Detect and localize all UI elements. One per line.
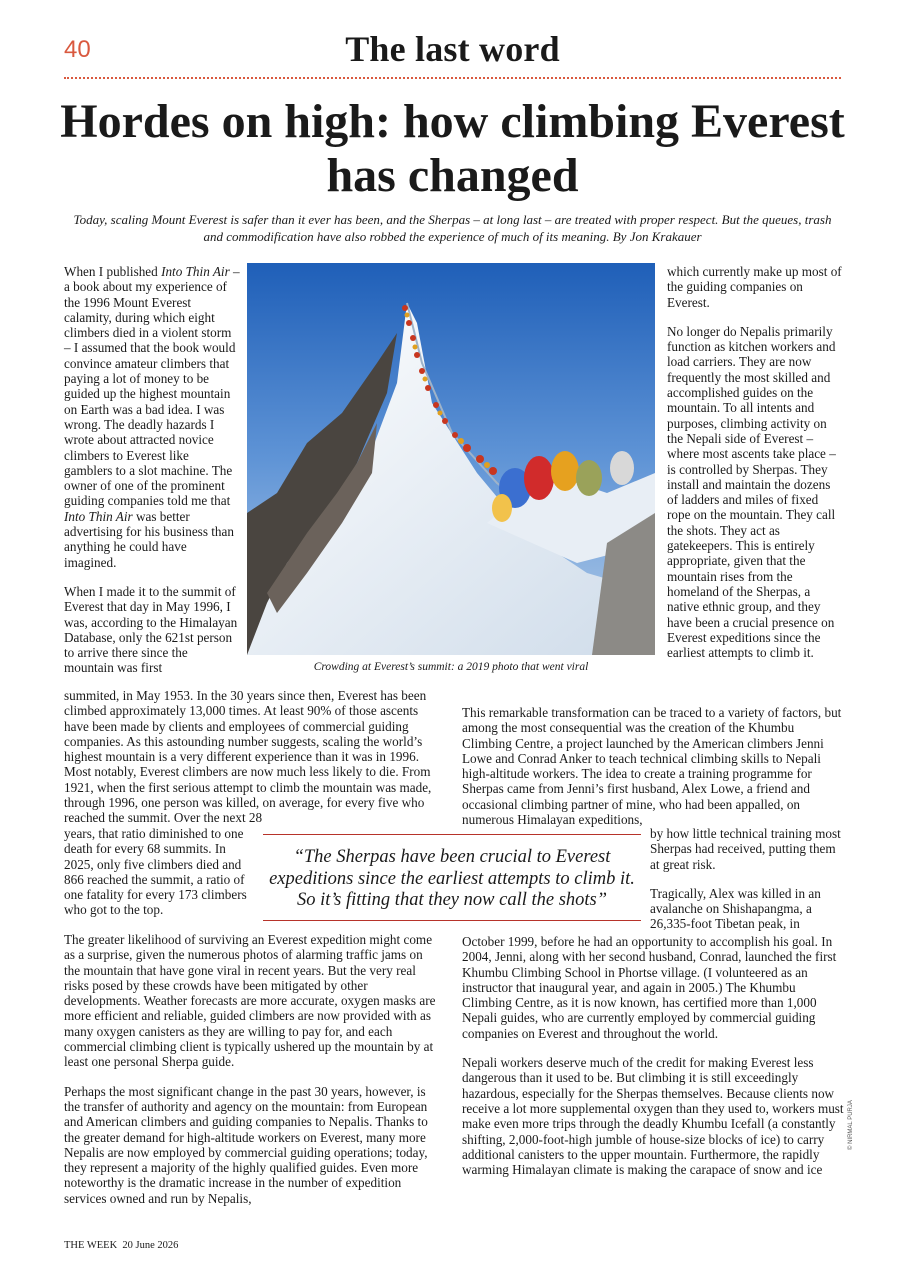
text-run: was better advertising for his business than anything he could have imagined. bbox=[64, 508, 234, 570]
paragraph-intro bbox=[64, 264, 240, 570]
pullquote-rule-top bbox=[263, 834, 641, 835]
page-number: 40 bbox=[64, 36, 91, 63]
right-wide-column bbox=[462, 705, 845, 827]
photo-credit: © NIRMAL PURJA bbox=[848, 1100, 854, 1150]
paragraph-summit: When I made it to the summit of Everest that day in May 1996, I was, according to the Himalayan Database, only the 621st person to arrive there since the mountain was first bbox=[64, 583, 238, 676]
book-title: Into Thin Air bbox=[64, 508, 133, 524]
left-column bbox=[64, 264, 240, 676]
paragraph-hazards: Nepali workers deserve much of the credit for making Everest less dangerous than it used to be. But climbing it is still exceedingly hazardous, especially for the Sherpas themselves. Because clients now receive a lot more supplemental oxygen than they used to, workers must make even more trips through the deadly Khumbu Icefall (a constantly shifting, 2,000-foot-high jumble of house-size blocks of ice) to carry additional canisters to the upper mountain. Furthermore, the rapidly warming Himalayan climate is making the carapace of snow and ice bbox=[462, 1055, 844, 1178]
right-column bbox=[667, 264, 843, 660]
pullquote: “The Sherpas have been crucial to Everest expeditions since the earliest attempts to climb it. So it’s fitting that they now call the shots” bbox=[269, 847, 635, 910]
text-run: – a book about my experience of the 1996 Mount Everest calamity, during which eight climbers died in a violent storm – I assumed that the book would convince amateur climbers that paying a lot of money to be guided up the highest mountain on Earth was a bad idea. I was wrong. The deadly hazards I wrote about attracted novice climbers to Everest like gamblers to a slot machine. The owner of one of the prominent guiding companies told me that bbox=[64, 264, 240, 509]
paragraph-nepalis: No longer do Nepalis primarily function as kitchen workers and load carriers. They are now frequently the most skilled and accomplished guides on the mountain. To all intents and purposes, climbing activity on the Nepali side of Everest – where most ascents take place – is controlled by Sherpas. They install and maintain the dozens of ladders and miles of fixed rope on the mountain. They call the shots. They act as gatekeepers. This is entirely appropriate, given that the mountain rises from the homeland of the Sherpas, a native ethnic group, and they have been a crucial presence on Everest expeditions since the earliest attempts to climb it. bbox=[667, 323, 836, 661]
header-rule bbox=[64, 77, 841, 79]
paragraph-survival: The greater likelihood of surviving an Everest expedition might come as a surprise, given the numerous photos of alarming traffic jams on the mountain that have gone viral in recent years. But the very real risks posed by these crowds have been mitigated by other developments. Weather forecasts are more accurate, oxygen masks are more efficient and reliable, guided climbers are now provided with as many oxygen canisters as they are willing to pay for, and each commercial climbing client is typically ushered up the mountain by at least one personal Sherpa guide. bbox=[64, 932, 436, 1070]
right-lower-column bbox=[462, 934, 845, 1177]
standfirst: Today, scaling Mount Everest is safer than it ever has been, and the Sherpas – at long last – are treated with proper respect. But the queues, trash and commodification have also robbed the experience of much of its meaning. By Jon Krakauer bbox=[73, 212, 832, 244]
left-wide-column bbox=[64, 688, 439, 826]
paragraph-guiding: which currently make up most of the guiding companies on Everest. bbox=[667, 264, 842, 310]
left-wrap-column bbox=[64, 826, 256, 918]
paragraph-summit-cont: summited, in May 1953. In the 30 years since then, Everest has been climbed approximately 13,000 times. At least 90% of those ascents have been made by clients and employees of commercial guiding companies. As this astounding number suggests, scaling the world’s highest mountain is a very different experience than it was in 1996. Most notably, Everest climbers are now much less likely to die. From 1921, when the first serious attempt to climb the mountain was made, through 1996, one person was killed, on average, for every five who reached the summit. Over the next 28 bbox=[64, 688, 432, 826]
paragraph-authority: Perhaps the most significant change in the past 30 years, however, is the transfer of authority and agency on the mountain: from European and American climbers and guiding companies to Nepalis. Thanks to the greater demand for high-altitude workers on Everest, many more Nepalis are now employed by commercial guiding operations; today, they represent a majority of the highly qualified guides. Even more noteworthy is the dramatic increase in the number of expedition services owned and run by Nepalis, bbox=[64, 1083, 428, 1206]
headline: Hordes on high: how climbing Everest has changed bbox=[60, 95, 845, 202]
book-title: Into Thin Air bbox=[161, 264, 230, 279]
everest-summit-illustration bbox=[247, 263, 655, 655]
pullquote-rule-bottom bbox=[263, 920, 641, 921]
text-run: When I published bbox=[64, 264, 162, 279]
issue-date: 20 June 2026 bbox=[122, 1240, 179, 1251]
paragraph-ratio: years, that ratio diminished to one death for every 68 summits. In 2025, only five climbers died and 866 reached the summit, a ratio of one fatality for every 173 climbers who got to the top. bbox=[64, 826, 247, 918]
left-lower-column bbox=[64, 932, 439, 1206]
paragraph-tragically: Tragically, Alex was killed in an avalanche on Shishapangma, a 26,335-foot Tibetan peak, in bbox=[650, 885, 821, 932]
page-footer bbox=[64, 1240, 178, 1251]
right-wrap-column bbox=[650, 826, 845, 932]
paragraph-transformation: This remarkable transformation can be traced to a variety of factors, but among the most consequential was the creation of the Khumbu Climbing Centre, a project launched by the American climbers Jenni Lowe and Conrad Anker to teach technical climbing skills to Nepali high-altitude workers. The idea to create a training programme for Sherpas came from Jenni’s first husband, Alex Lowe, a friend and occasional climbing partner of mine, who had been appalled, on numerous Himalayan expeditions, bbox=[462, 705, 842, 828]
publication-name: THE WEEK bbox=[64, 1240, 118, 1251]
everest-summit-photo bbox=[247, 263, 655, 655]
paragraph-training: by how little technical training most Sherpas had received, putting them at great risk. bbox=[650, 826, 841, 872]
paragraph-climbing-school: October 1999, before he had an opportunity to accomplish his goal. In 2004, Jenni, along with her second husband, Conrad, launched the first Khumbu Climbing School in Phortse village. (I volunteered as an instructor that inaugural year, and again in 2005.) The Khumbu Climbing Centre, as it is now known, has certified more than 1,000 Nepali guides, who are currently employed by commercial guiding companies on Everest and throughout the world. bbox=[462, 934, 837, 1041]
section-title: The last word bbox=[345, 29, 560, 69]
photo-caption: Crowding at Everest’s summit: a 2019 photo that went viral bbox=[313, 661, 589, 673]
